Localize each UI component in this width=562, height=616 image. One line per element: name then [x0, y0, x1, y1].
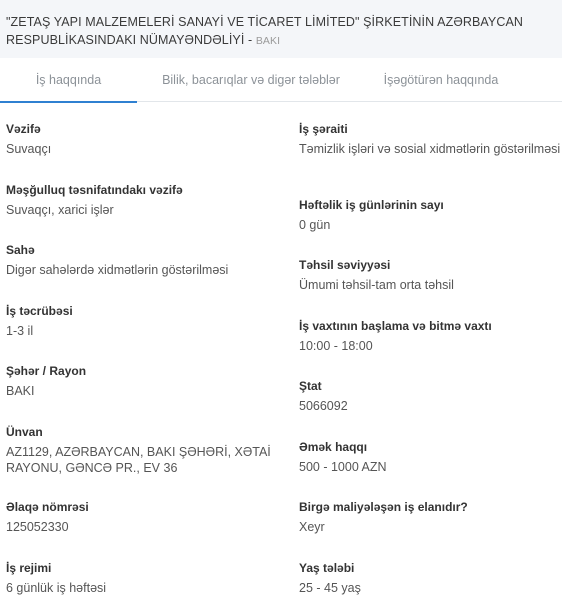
tab-employer-info[interactable]: İşəgötürən haqqında — [383, 73, 499, 87]
field-label: Əlaqə nömrəsi — [6, 500, 89, 514]
field-value: BAKI — [6, 384, 35, 398]
field-staff-count — [299, 378, 561, 414]
field-value: Suvaqçı — [6, 142, 52, 156]
field-experience — [6, 303, 286, 339]
field-salary — [299, 439, 561, 475]
field-label: Təhsil səviyyəsi — [299, 258, 391, 272]
field-contact-number — [6, 499, 286, 535]
field-weekly-work-days — [299, 197, 561, 233]
field-value: Suvaqçı, xarici işlər — [6, 203, 114, 217]
field-value: 1-3 il — [6, 324, 34, 338]
field-label: İş təcrübəsi — [6, 304, 73, 318]
field-value: 5066092 — [299, 399, 348, 413]
field-label: Yaş tələbi — [299, 561, 355, 575]
company-name: "ZETAŞ YAPI MALZEMELERİ SANAYİ VE TİCARET LİMİTED" ŞİRKETİNİN AZƏRBAYCAN RESPUBLİKASINDAKI NÜMAYƏNDƏLİYİ - — [6, 15, 524, 47]
page-header — [0, 0, 562, 58]
field-label: Birgə maliyələşən iş elanıdır? — [299, 500, 468, 514]
field-value: 500 - 1000 AZN — [299, 460, 387, 474]
field-work-mode — [6, 560, 286, 596]
field-value: 25 - 45 yaş — [299, 581, 361, 595]
field-address — [6, 424, 286, 476]
field-label: İş vaxtının başlama və bitmə vaxtı — [299, 319, 492, 333]
field-value: 10:00 - 18:00 — [299, 339, 373, 353]
field-label: Ünvan — [6, 425, 43, 439]
field-label: İş şəraiti — [299, 122, 348, 136]
field-work-conditions — [299, 121, 561, 157]
field-label: Məşğulluq təsnifatındakı vəzifə — [6, 183, 183, 197]
field-value: AZ1129, AZƏRBAYCAN, BAKI ŞƏHƏRİ, XƏTAİ RAYONU, GƏNCƏ PR., EV 36 — [6, 445, 271, 475]
field-value: Digər sahələrdə xidmətlərin göstərilməsi — [6, 263, 229, 277]
field-sector — [6, 242, 286, 278]
field-education-level — [299, 257, 561, 293]
field-label: İş rejimi — [6, 561, 52, 575]
field-cofinanced-job — [299, 499, 561, 535]
field-position — [6, 121, 286, 157]
tab-job-info[interactable]: İş haqqında — [0, 58, 137, 102]
tab-bar — [0, 58, 562, 102]
field-value: 125052330 — [6, 520, 69, 534]
field-value: Xeyr — [299, 520, 325, 534]
field-label: Həftəlik iş günlərinin sayı — [299, 198, 444, 212]
field-value: 6 günlük iş həftəsi — [6, 581, 107, 595]
field-label: Şəhər / Rayon — [6, 364, 87, 378]
company-city: BAKI — [255, 35, 281, 47]
field-value: Ümumi təhsil-tam orta təhsil — [299, 278, 454, 292]
company-title — [6, 13, 556, 50]
field-label: Sahə — [6, 243, 35, 257]
field-label: Əmək haqqı — [299, 440, 368, 454]
field-label: Ştat — [299, 379, 322, 393]
field-age-requirement — [299, 560, 561, 596]
field-work-hours — [299, 318, 561, 354]
field-label: Vəzifə — [6, 122, 41, 136]
field-classifier-position — [6, 182, 286, 218]
field-value: Təmizlik işləri və sosial xidmətlərin göstərilməsi — [299, 142, 561, 156]
field-city — [6, 363, 286, 399]
tab-skills-requirements[interactable]: Bilik, bacarıqlar və digər tələblər — [162, 73, 340, 87]
field-value: 0 gün — [299, 218, 331, 232]
